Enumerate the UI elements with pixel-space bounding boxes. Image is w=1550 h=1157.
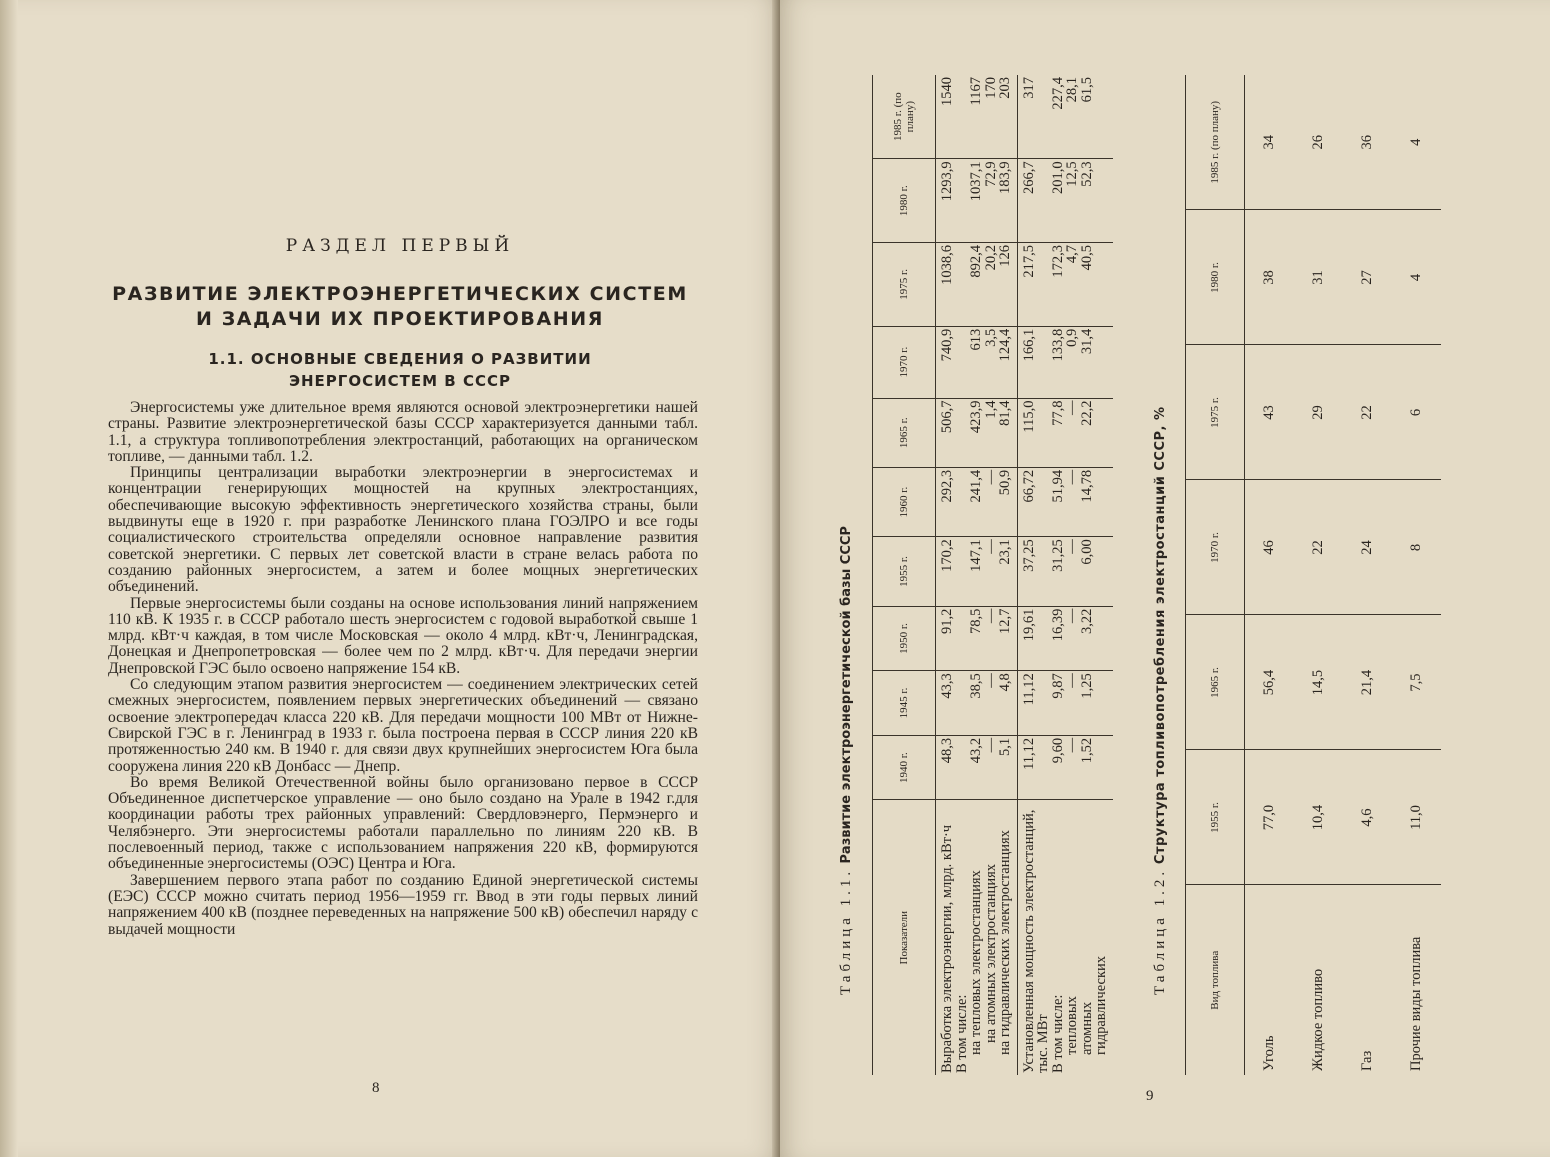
table1-cell: [955, 161, 970, 240]
table1-cell: 3,22: [1078, 608, 1095, 635]
table1-row-label: атомных: [1078, 1001, 1095, 1055]
table1-cell: 50,9: [997, 469, 1013, 496]
paragraph: Во время Великой Отечественной войны было организовано первое в СССР Объединенное диспетчерское управление — оно было создано на Урале в 1942 г.для координации работы трех районных управлений: Свердловэнерго, Пермэнерго и Челябэнерго. Эти энергосистемы работали параллельно по линиям 220 кВ. В послевоенный период, также с использованием напряжения 220 кВ, формируются объединенные энергосистемы (ОЭС) Центра и Юга.: [108, 773, 698, 873]
subsection-title-line: 1.1. ОСНОВНЫЕ СВЕДЕНИЯ О РАЗВИТИИ: [208, 350, 592, 368]
table1-cell: —: [1064, 539, 1080, 554]
table1-cell: [955, 539, 970, 603]
rotated-tables: [830, 75, 1470, 1075]
table1-cell: 38,5: [968, 673, 984, 699]
table1-cell: 52,3: [1078, 161, 1095, 187]
page-edge: [0, 0, 18, 1157]
table1-cell-column: [936, 75, 1018, 159]
table1-cell-column: [936, 398, 1018, 467]
table1-cell: —: [982, 608, 999, 624]
table1-cell: 1,4: [982, 400, 999, 419]
table1-header-row: [873, 75, 936, 1075]
table1-cell-column: [1017, 606, 1113, 671]
table1-cell: 22,2: [1078, 400, 1095, 426]
table1-cell: [955, 609, 970, 669]
table1-cell: 12,7: [997, 608, 1013, 635]
table2-cell: 6: [1392, 345, 1441, 480]
table1-cell: 81,4: [997, 400, 1013, 426]
table1-cell: 1167: [968, 77, 984, 106]
table2-cell: 4,6: [1343, 750, 1392, 885]
table1-cell: 266,7: [1020, 161, 1037, 194]
table1-cell-column: [1017, 671, 1113, 736]
table2-column-header: 1955 г.: [1186, 750, 1245, 885]
table1-cell: 3,5: [982, 328, 999, 347]
table1-cell: —: [1064, 737, 1080, 753]
table1-cell: 4,8: [997, 673, 1013, 692]
table1-cell: [955, 245, 970, 324]
table1-cell: 19,61: [1020, 608, 1037, 642]
table2-cell: 31: [1294, 210, 1343, 345]
table1-cell: 423,9: [968, 400, 984, 434]
table1-cell: 1540: [939, 77, 955, 106]
table1-cell: 78,5: [968, 608, 984, 635]
table1-cell: 4,7: [1064, 245, 1080, 264]
table1-cell: —: [1064, 400, 1080, 416]
table1-row-label: В том числе:: [1049, 994, 1066, 1073]
table1-cell: 227,4: [1049, 77, 1066, 110]
table1-cell: [955, 329, 970, 396]
table1-cell: 77,8: [1049, 400, 1066, 426]
table1-row-label: Выработка электроэнергии, млрд. кВт·ч: [939, 824, 955, 1073]
table2-row: [1245, 75, 1295, 1075]
table1-cell: 613: [968, 328, 984, 351]
table2-column-header: 1970 г.: [1186, 480, 1245, 615]
table2-cell: 4: [1392, 75, 1441, 210]
table1-label: Таблица 1.1.: [838, 867, 854, 995]
table1-cell: 37,25: [1020, 539, 1037, 572]
table1-cell: 147,1: [968, 539, 984, 572]
table2-header-row: [1186, 75, 1245, 1075]
table2-cell: 7,5: [1392, 615, 1441, 750]
table1-row-label: гидравлических: [1093, 955, 1109, 1055]
table1-row-label: на гидравлических электростанциях: [997, 830, 1013, 1055]
section-kicker: РАЗДЕЛ ПЕРВЫЙ: [285, 236, 515, 256]
table1-column-header: 1940 г.: [873, 735, 936, 800]
table1-cell: —: [982, 673, 999, 688]
subsection-title: [150, 348, 650, 392]
table1-cell-column: [936, 537, 1018, 606]
table1-caption: [838, 95, 855, 995]
table1-cell: 506,7: [939, 400, 955, 434]
table2-row-label: Уголь: [1261, 1035, 1277, 1071]
table1-column-header: 1955 г.: [873, 537, 936, 606]
table2-body: [1245, 75, 1442, 1075]
table1-cell-column: [1017, 159, 1113, 243]
table2-column-header: 1985 г. (по плану): [1186, 75, 1245, 210]
table1-cell: 183,9: [997, 161, 1013, 194]
table1-cell: 6,00: [1078, 539, 1095, 565]
table2-cell: 38: [1245, 210, 1295, 345]
table1-cell: 1,52: [1078, 737, 1095, 764]
table2-cell: 4: [1392, 210, 1441, 345]
table1-cell-column: [936, 671, 1018, 736]
table1-cell-column: [936, 243, 1018, 327]
paragraph: Со следующим этапом развития энергосистем — соединением электрических сетей смежных энергосистем, появлением первых энергетических объединений — связано освоение электропередач класса 220 кВ. Для передачи мощности 100 МВт от Нижне-Свирской ГЭС в г. Ленинград в 1933 г. была построена первая в СССР линия 220 кВ протяженностью 240 км. В 1940 г. для связи двух крупнейших энергосистем Юга была сооружена линия 220 кВ Донбасс — Днепр.: [108, 676, 698, 775]
table2-column-header: 1975 г.: [1186, 345, 1245, 480]
table1-cell: 317: [1020, 77, 1037, 99]
table2-cell: 36: [1343, 75, 1392, 210]
table1-cell: 1293,9: [939, 161, 955, 202]
table1-cell: 66,72: [1020, 469, 1037, 503]
table1-cell-column: [936, 159, 1018, 243]
table2-cell: 22: [1294, 480, 1343, 615]
table1-cell: 16,39: [1049, 608, 1066, 642]
table1-cell: 9,87: [1049, 673, 1066, 699]
table1-cell: 0,9: [1064, 328, 1080, 347]
table2: [1185, 75, 1441, 1075]
table1: [872, 75, 1113, 1075]
table1-cell: [1036, 401, 1051, 465]
table1-cell: 1038,6: [939, 245, 955, 285]
table1-cell: [955, 470, 970, 534]
table1-cell: [1036, 673, 1051, 733]
table2-cell: 77,0: [1245, 750, 1295, 885]
table1-cell-column: [1017, 398, 1113, 467]
table2-cell: 26: [1294, 75, 1343, 210]
table1-cell: 23,1: [997, 539, 1013, 565]
table1-cell-column: [936, 606, 1018, 671]
table1-cell: 126: [997, 245, 1013, 267]
table2-column-header: Вид топлива: [1186, 885, 1245, 1075]
table1-cell-column: [1017, 243, 1113, 327]
table1-cell: 1037,1: [968, 161, 984, 202]
table1-cell: 20,2: [982, 245, 999, 271]
table1-row-label: на атомных электростанциях: [982, 864, 999, 1043]
table2-cell: 34: [1245, 75, 1295, 210]
table1-column-header: 1960 г.: [873, 467, 936, 536]
table1-column-header: 1980 г.: [873, 159, 936, 243]
table1-column-header: 1985 г. (по плану): [873, 75, 936, 159]
table1-body: [936, 75, 1113, 1075]
table1-row-group: [936, 75, 1018, 1075]
table1-row-label: Установленная мощность электростанций, тыс. МВт: [1020, 809, 1051, 1073]
table1-cell: 124,4: [997, 328, 1013, 362]
table1-column-header: 1965 г.: [873, 398, 936, 467]
table1-cell: —: [1064, 469, 1080, 485]
table2-label: Таблица 1.2.: [1152, 867, 1168, 995]
table2-cell: 43: [1245, 345, 1295, 480]
table1-cell: 115,0: [1020, 400, 1037, 433]
table1-column-header: Показатели: [873, 800, 936, 1075]
table1-cell-column: [1017, 467, 1113, 536]
table1-cell-column: [1017, 75, 1113, 159]
table1-cell: [955, 401, 970, 465]
table1-row-label: тепловых: [1064, 996, 1080, 1055]
table1-cell: [1036, 738, 1051, 798]
table2-row-label: Жидкое топливо: [1310, 968, 1326, 1071]
table1-cell: 166,1: [1020, 328, 1037, 362]
table1-row-group: [1017, 75, 1113, 1075]
table2-cell: 21,4: [1343, 615, 1392, 750]
table1-cell-column: [936, 326, 1018, 398]
table1-cell: 9,60: [1049, 737, 1066, 764]
table1-cell: 217,5: [1020, 245, 1037, 278]
table1-cell-column: [936, 467, 1018, 536]
table1-cell: —: [982, 539, 999, 554]
table1-cell-column: [1017, 326, 1113, 398]
table1-cell: [955, 77, 970, 156]
table1-cell: [1036, 470, 1051, 534]
table2-cell: 11,0: [1392, 750, 1441, 885]
table1-cell: 31,25: [1049, 539, 1066, 572]
table1-cell: 72,9: [982, 161, 999, 187]
body-text: [108, 400, 698, 938]
table2-column-header: 1965 г.: [1186, 615, 1245, 750]
table1-cell: 203: [997, 77, 1013, 99]
table1-cell: 241,4: [968, 469, 984, 503]
paragraph: Энергосистемы уже длительное время являются основой электроэнергетики нашей страны. Развитие электроэнергетической базы СССР характеризуется данными табл. 1.1, а структура топливопотребления электростанций, работающих на органическом топливе, — данными табл. 1.2.: [108, 399, 698, 465]
table1-cell: [1036, 609, 1051, 669]
table2-row-label: Газ: [1359, 1050, 1375, 1071]
table1-column-header: 1970 г.: [873, 326, 936, 398]
table1-cell: 1,25: [1078, 673, 1095, 699]
table1-cell: [1036, 329, 1051, 396]
table1-cell: —: [1064, 608, 1080, 624]
table1-cell: 51,94: [1049, 469, 1066, 503]
table1-cell: 5,1: [997, 737, 1013, 756]
table2-cell: 24: [1343, 480, 1392, 615]
table2-row: [1294, 75, 1343, 1075]
table1-cell: 61,5: [1078, 77, 1095, 103]
table1-cell: [955, 738, 970, 798]
table2-title: Структура топливопотребления электростанций СССР, %: [1153, 406, 1168, 865]
table1-cell: [1036, 77, 1051, 156]
table1-cell: 740,9: [939, 328, 955, 362]
table1-title: Развитие электроэнергетической базы СССР: [839, 526, 854, 864]
page-number: 9: [1146, 1088, 1154, 1104]
table1-cell-column: [936, 735, 1018, 800]
table1-cell: 892,4: [968, 245, 984, 278]
section-title-line: И ЗАДАЧИ ИХ ПРОЕКТИРОВАНИЯ: [195, 308, 605, 330]
table1-row-labels: [1017, 800, 1113, 1075]
table1-row-label: на тепловых электростанциях: [968, 870, 984, 1055]
table2-cell: 27: [1343, 210, 1392, 345]
table1-cell: 48,3: [939, 737, 955, 764]
table1-column-header: 1950 г.: [873, 606, 936, 671]
table2-caption: [1152, 95, 1169, 995]
table1-cell: [1036, 245, 1051, 324]
table1-cell: 12,5: [1064, 161, 1080, 187]
table1-cell: 11,12: [1020, 673, 1037, 706]
paragraph: Завершением первого этапа работ по созданию Единой энергетической системы (ЕЭС) СССР можно считать период 1956—1959 гг. Ввод в эти годы первых линий напряжением 400 кВ (позднее переведенных на напряжение 500 кВ) обеспечил наряду с выдачей мощности: [108, 871, 698, 938]
table2-row: [1392, 75, 1441, 1075]
table1-row-label: В том числе:: [953, 994, 970, 1073]
table1-cell: 43,3: [939, 673, 955, 699]
page-number: 8: [372, 1080, 380, 1096]
table1-cell-column: [1017, 537, 1113, 606]
section-title: [100, 282, 700, 332]
table1-cell: —: [982, 469, 999, 485]
table1-cell: 170: [982, 77, 999, 99]
table2-cell: 56,4: [1245, 615, 1295, 750]
paragraph: Первые энергосистемы были созданы на основе использования линий напряжением 110 кВ. К 1935 г. в СССР работало шесть энергосистем с годовой выработкой свыше 1 млрд. кВт·ч каждая, в том числе Московская — около 4 млрд. кВт·ч, Ленинградская, Донецкая и Днепропетровская — более чем по 2 млрд. кВт·ч. Для передачи энергии Днепровской ГЭС было освоено напряжение 154 кВ.: [108, 594, 698, 677]
table1-cell: [1036, 161, 1051, 240]
table1-cell: 292,3: [939, 469, 955, 503]
table2-row-label: Прочие виды топлива: [1408, 936, 1424, 1071]
table1-cell: 172,3: [1049, 245, 1066, 278]
table1-cell: [1036, 539, 1051, 603]
table1-cell: [955, 673, 970, 733]
table2-column-header: 1980 г.: [1186, 210, 1245, 345]
table1-cell: 201,0: [1049, 161, 1066, 194]
table1-column-header: 1975 г.: [873, 243, 936, 327]
table2-cell: 10,4: [1294, 750, 1343, 885]
table1-cell: 43,2: [968, 737, 984, 764]
table1-cell: 28,1: [1064, 77, 1080, 103]
table1-row-labels: [936, 800, 1018, 1075]
table1-cell: 40,5: [1078, 245, 1095, 271]
table2-cell: 8: [1392, 480, 1441, 615]
table1-cell-column: [1017, 735, 1113, 800]
table1-cell: 14,78: [1078, 469, 1095, 503]
table2-cell: 22: [1343, 345, 1392, 480]
table1-cell: 133,8: [1049, 328, 1066, 362]
table1-cell: —: [982, 737, 999, 753]
paragraph: Принципы централизации выработки электроэнергии в энергосистемах и концентрации генерирующих мощностей на крупных электростанциях, обеспечивающие высокую эффективность энергетического хозяйства страны, были выдвинуты еще в 1920 г. при разработке Ленинского плана ГОЭЛРО и все годы социалистического строительства определяли основное направление развития советской энергетики. С первых лет советской власти в стране велась работа по созданию районных энергосистем, а затем и более мощных энергетических объединений.: [108, 464, 698, 596]
table1-cell: 91,2: [939, 608, 955, 635]
table2-row: [1343, 75, 1392, 1075]
table1-column-header: 1945 г.: [873, 671, 936, 736]
table2-cell: 14,5: [1294, 615, 1343, 750]
table1-cell: 31,4: [1078, 328, 1095, 355]
table1-cell: 170,2: [939, 539, 955, 572]
table2-cell: 46: [1245, 480, 1295, 615]
table1-cell: —: [1064, 673, 1080, 688]
table2-cell: 29: [1294, 345, 1343, 480]
subsection-title-line: ЭНЕРГОСИСТЕМ В СССР: [289, 372, 511, 390]
section-title-line: РАЗВИТИЕ ЭЛЕКТРОЭНЕРГЕТИЧЕСКИХ СИСТЕМ: [112, 283, 688, 305]
table1-cell: 11,12: [1020, 737, 1037, 770]
